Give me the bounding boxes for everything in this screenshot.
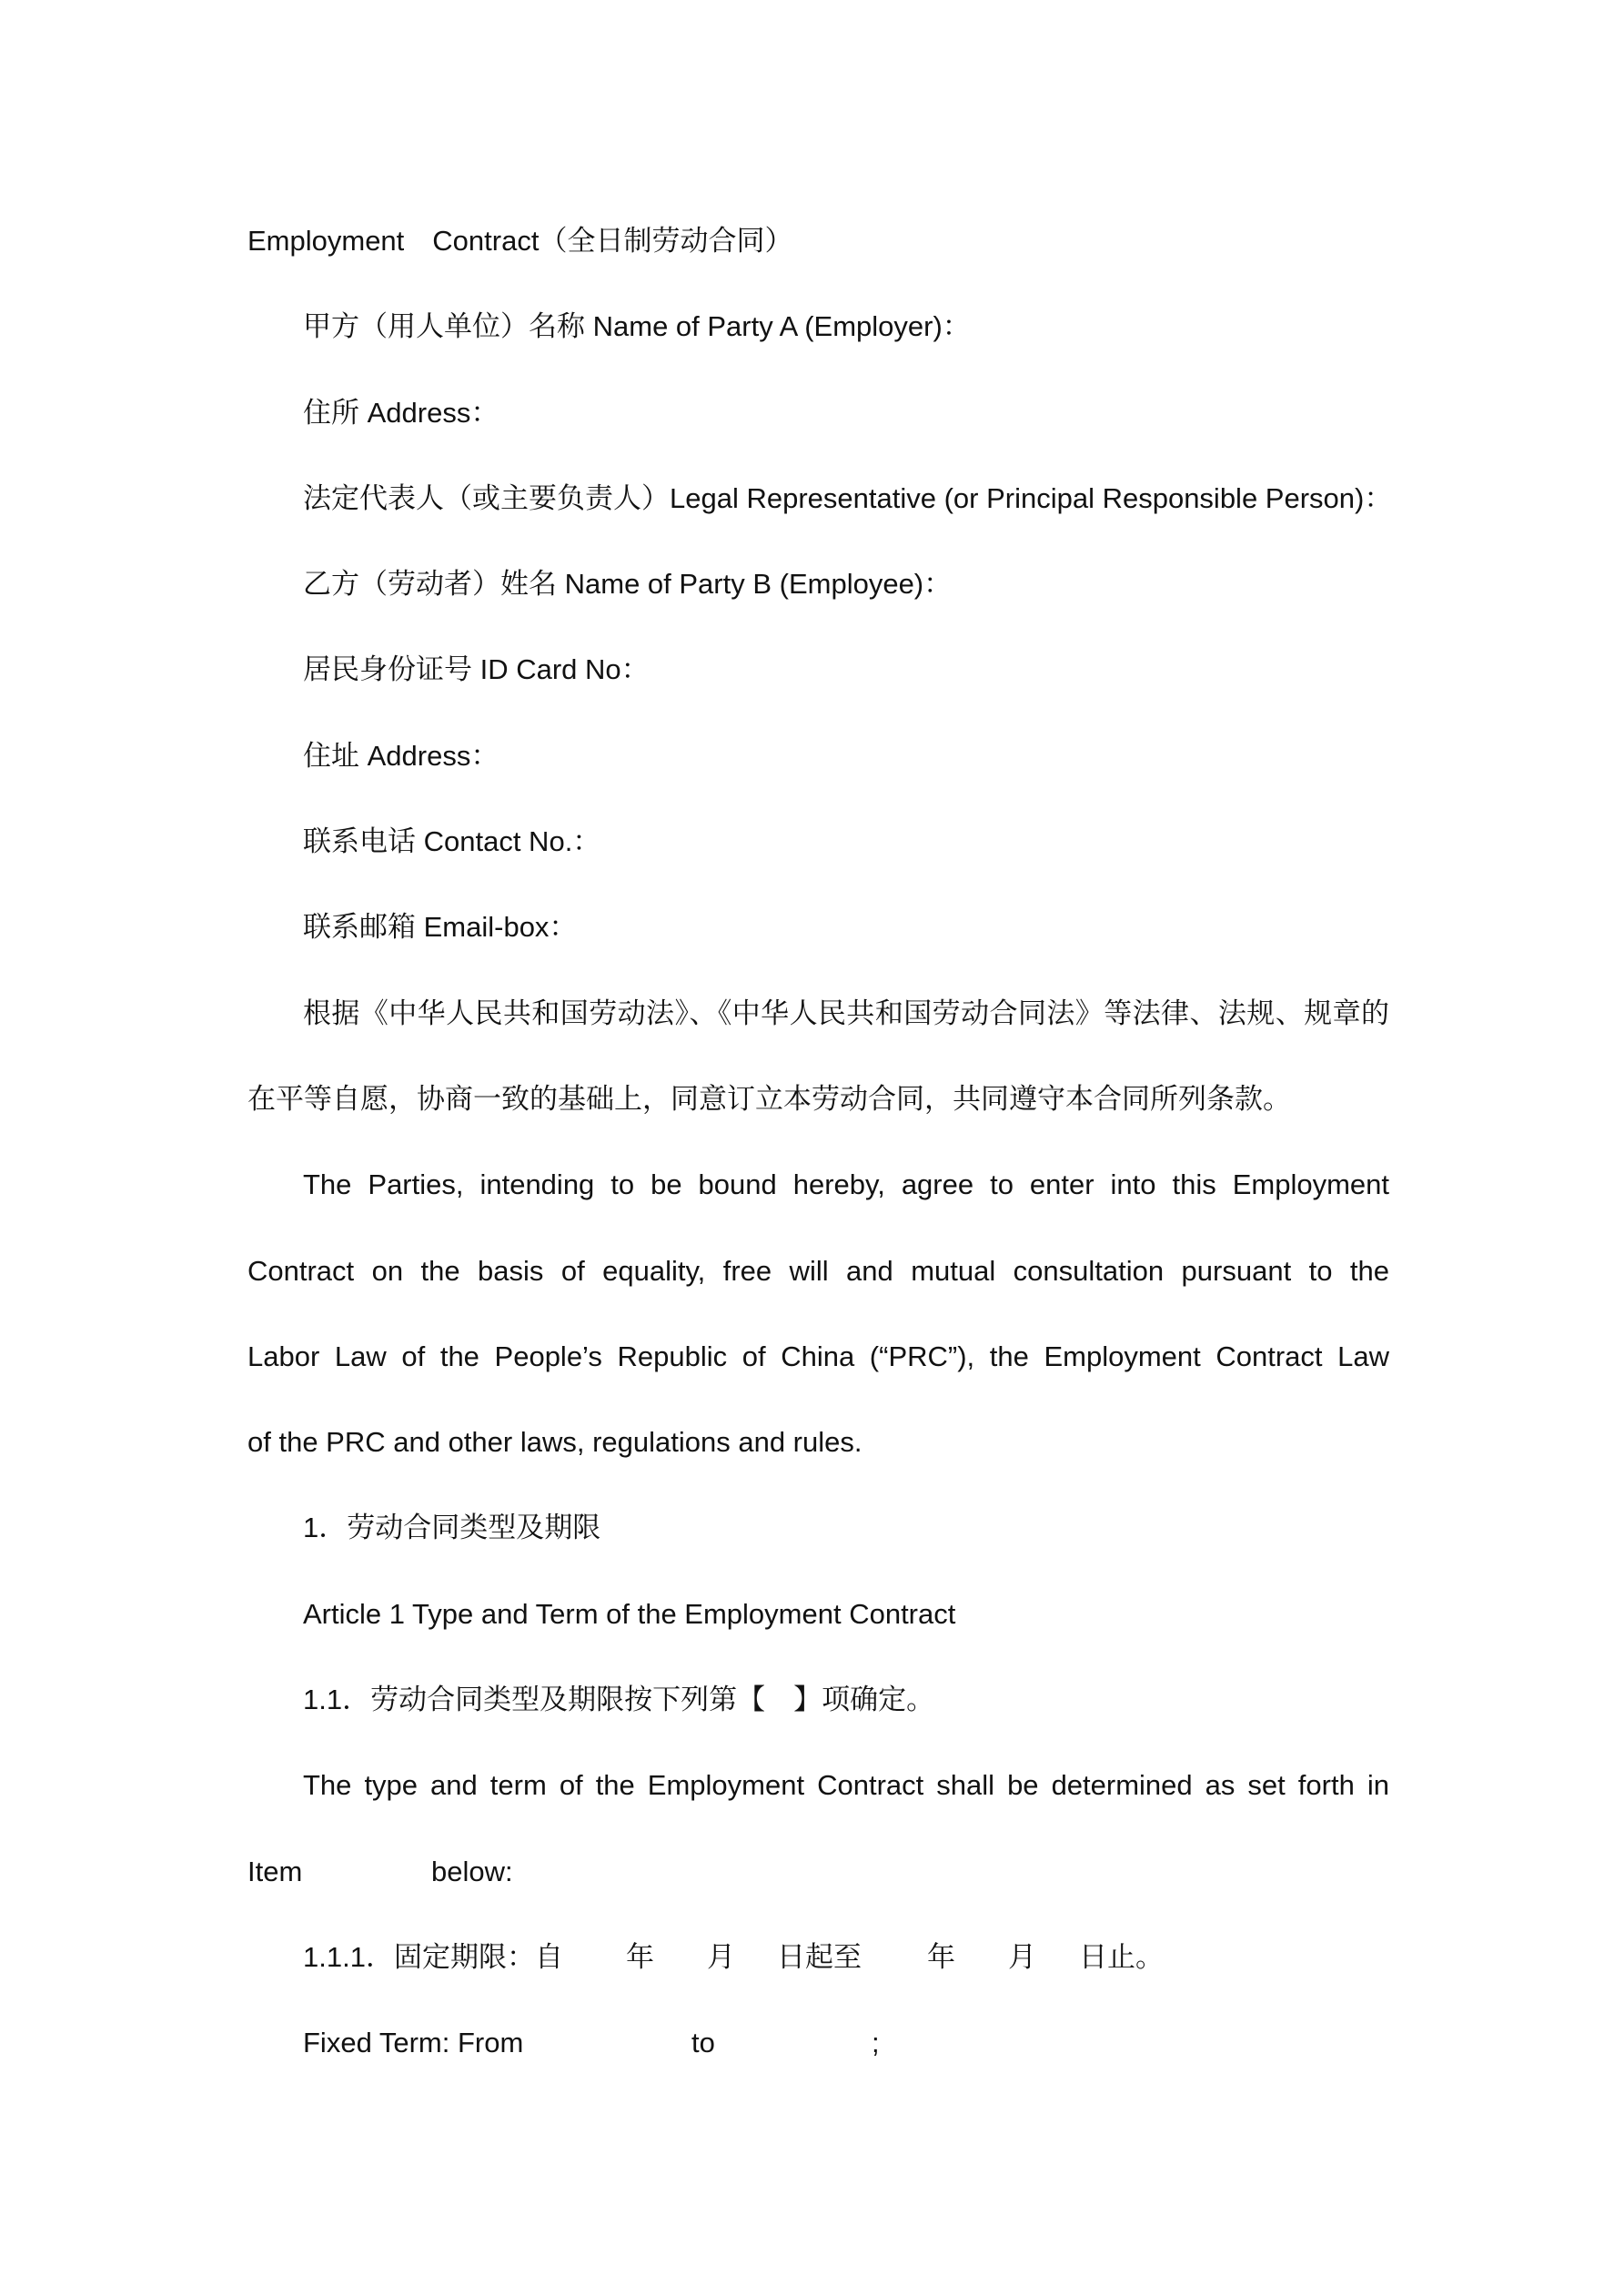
field-party-a-address: 住所 Address： bbox=[303, 396, 499, 429]
clause-1-1-en: The type and term of the Employment Contract shall be determined as set forth in bbox=[303, 1769, 1389, 1802]
article1-heading-cn: 1．劳动合同类型及期限 bbox=[303, 1512, 601, 1544]
document-page bbox=[247, 198, 1393, 2087]
field-party-b-name: 乙方（劳动者）姓名 Name of Party B (Employee)： bbox=[303, 568, 953, 601]
article1-heading-en: Article 1 Type and Term of the Employment Contract bbox=[303, 1597, 956, 1630]
field-party-a-name: 甲方（用人单位）名称 Name of Party A (Employer)： bbox=[303, 310, 971, 343]
preamble-en-line: The Parties, intending to be bound hereby, agree to enter into this Employment bbox=[303, 1168, 1389, 1201]
fixed-term-from-label: 1.1.1．固定期限：自 bbox=[303, 1940, 563, 1973]
field-id-card: 居民身份证号 ID Card No： bbox=[303, 653, 650, 686]
item-label: Item bbox=[247, 1855, 303, 1887]
clause-1-1-1-cn bbox=[247, 1915, 1389, 2000]
clause-1-1-1-en bbox=[247, 2000, 1389, 2086]
to-label: to bbox=[691, 2027, 715, 2059]
day-end-label: 日止。 bbox=[1079, 1940, 1164, 1973]
month-label: 月 bbox=[707, 1940, 735, 1973]
fixed-term-from-en: Fixed Term: From bbox=[303, 2027, 524, 2059]
preamble-en-line: Labor Law of the People’s Republic of China (“PRC”), the Employment Contract Law bbox=[247, 1340, 1389, 1372]
below-label: below: bbox=[431, 1855, 513, 1887]
field-party-b-address: 住址 Address： bbox=[303, 739, 499, 772]
clause-1-1-en-item-line bbox=[247, 1829, 1389, 1915]
year-label: 年 bbox=[927, 1940, 955, 1973]
semicolon: ; bbox=[872, 2027, 880, 2059]
year-label: 年 bbox=[626, 1940, 654, 1973]
month-label: 月 bbox=[1008, 1940, 1036, 1973]
preamble-en-line: of the PRC and other laws, regulations and rules. bbox=[247, 1426, 862, 1459]
preamble-cn-line: 根据《中华人民共和国劳动法》、《中华人民共和国劳动合同法》等法律、法规、规章的 bbox=[303, 996, 1389, 1029]
field-legal-representative: 法定代表人（或主要负责人）Legal Representative (or Principal Responsible Person)： bbox=[303, 481, 1393, 514]
document-title: Employment Contract（全日制劳动合同） bbox=[247, 225, 793, 257]
field-contact-no: 联系电话 Contact No.： bbox=[303, 825, 601, 858]
day-until-label: 日起至 bbox=[777, 1940, 862, 1973]
preamble-en-line: Contract on the basis of equality, free will and mutual consultation pursuant to the bbox=[247, 1254, 1389, 1287]
field-email: 联系邮箱 Email-box： bbox=[303, 911, 578, 944]
clause-1-1-cn: 1.1．劳动合同类型及期限按下列第【 】项确定。 bbox=[303, 1684, 935, 1716]
preamble-cn-line: 在平等自愿，协商一致的基础上，同意订立本劳动合同，共同遵守本合同所列条款。 bbox=[247, 1082, 1291, 1115]
